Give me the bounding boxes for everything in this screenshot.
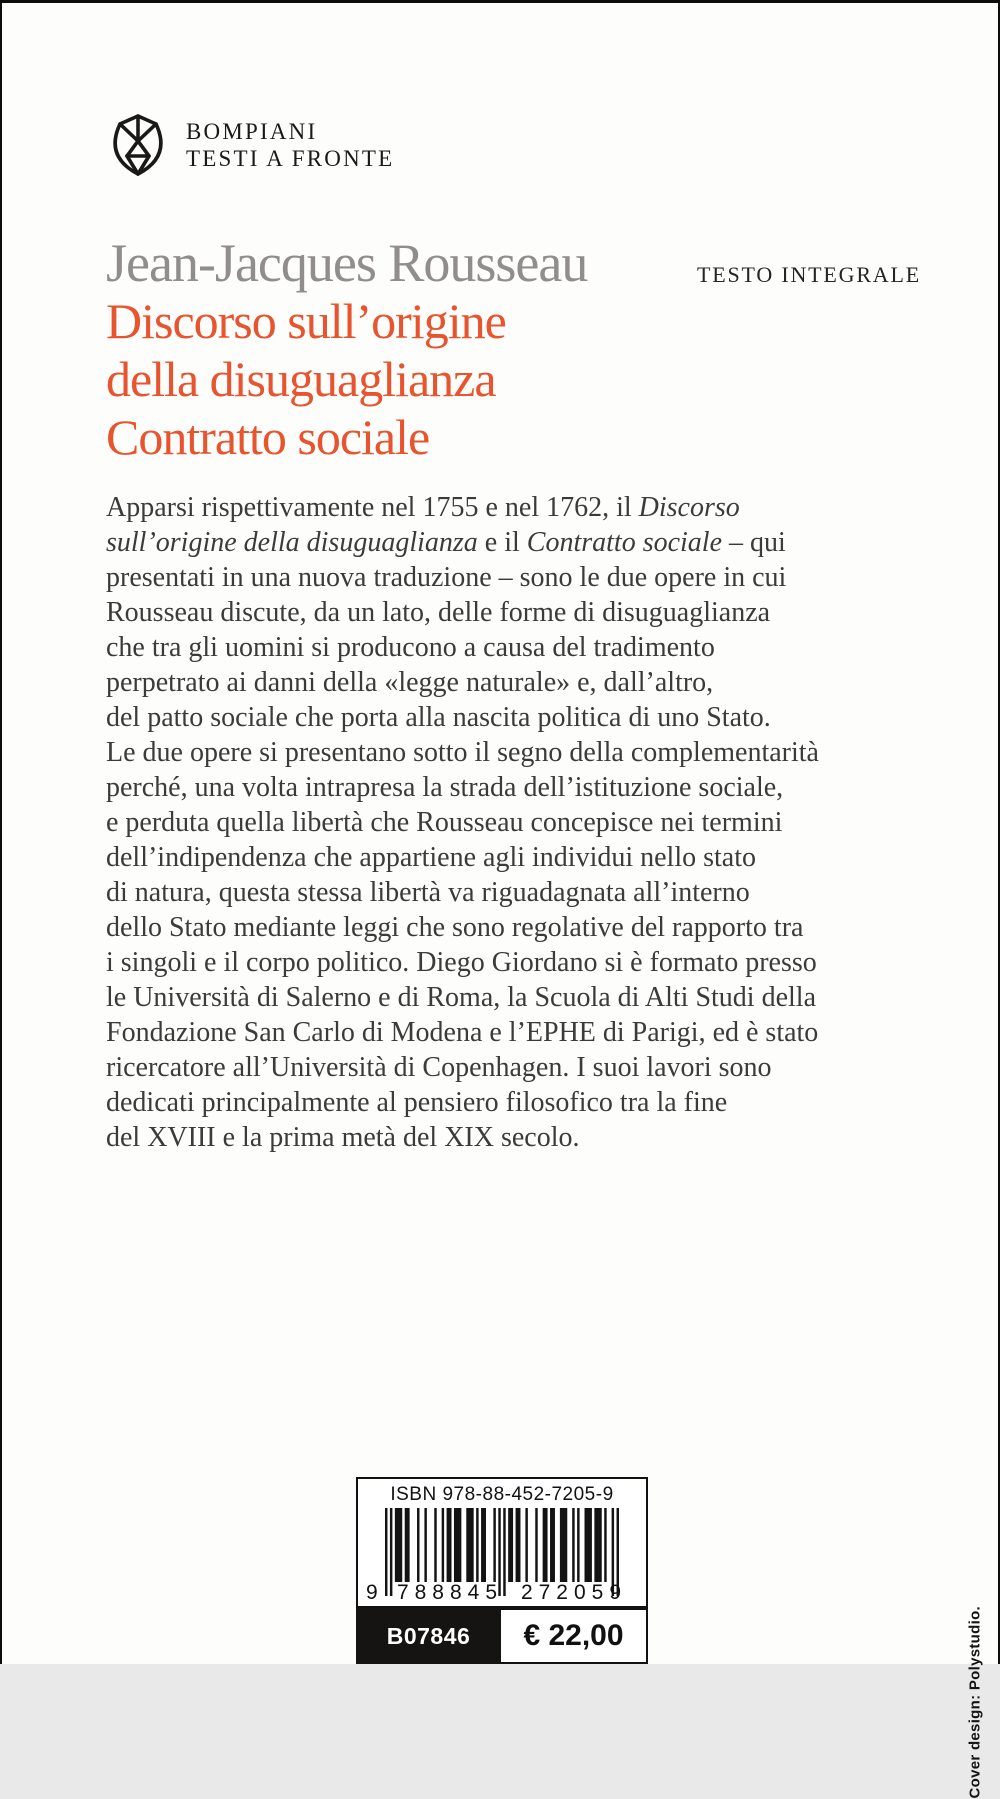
publisher-logo-text — [186, 118, 394, 172]
bompiani-rose-icon — [104, 112, 172, 178]
blurb-line: le Università di Salerno e di Roma, la Scuola di Alti Studi della — [106, 982, 816, 1013]
title-line: della disuguaglianza — [106, 351, 496, 407]
blurb-line: Le due opere si presentano sotto il segno della complementarità — [106, 737, 819, 768]
barcode-digits — [366, 1581, 636, 1605]
blurb-line: e perduta quella libertà che Rousseau concepisce nei termini — [106, 807, 783, 838]
blurb-line: perché, una volta intrapresa la strada dell’istituzione sociale, — [106, 772, 784, 803]
blurb-line: dedicati principalmente al pensiero filosofico tra la fine — [106, 1087, 728, 1118]
blurb-line: i singoli e il corpo politico. Diego Giordano si è formato presso — [106, 947, 817, 978]
edition-note: TESTO INTEGRALE — [697, 262, 921, 287]
blurb-line: sull’origine della disuguaglianza e il Contratto sociale – qui — [106, 527, 786, 558]
blurb-line: Apparsi rispettivamente nel 1755 e nel 1762, il Discorso — [106, 492, 740, 523]
barcode-bottom-row — [356, 1608, 648, 1664]
barcode-digit-lead: 9 — [366, 1581, 378, 1604]
blurb-line: dell’indipendenza che appartiene agli individui nello stato — [106, 842, 757, 873]
publisher-logo-block — [104, 112, 394, 178]
page-edge-top — [0, 0, 1000, 3]
cover-design-credit: Cover design: Polystudio. — [967, 1606, 984, 1799]
title-line: Discorso sull’origine — [106, 293, 506, 349]
barcode-block — [356, 1477, 648, 1664]
blurb-line: del patto sociale che porta alla nascita politica di uno Stato. — [106, 702, 771, 733]
book-title — [106, 292, 506, 466]
publisher-code-badge: B07846 — [356, 1608, 501, 1664]
blurb-line: Fondazione San Carlo di Modena e l’EPHE di Parigi, ed è stato — [106, 1017, 819, 1048]
page-edge-left — [0, 0, 2, 1664]
blurb-line: presentati in una nuova traduzione – sono le due opere in cui — [106, 562, 787, 593]
isbn-label: ISBN 978-88-452-7205-9 — [390, 1484, 614, 1505]
blurb-line: ricercatore all’Università di Copenhagen. I suoi lavori sono — [106, 1052, 772, 1083]
author-name: Jean-Jacques Rousseau — [106, 233, 588, 293]
blurb-line: che tra gli uomini si producono a causa del tradimento — [106, 632, 715, 663]
blurb-line: dello Stato mediante leggi che sono regolative del rapporto tra — [106, 912, 804, 943]
blurb-line: di natura, questa stessa libertà va riguadagnata all’interno — [106, 877, 750, 908]
blurb-line: perpetrato ai danni della «legge naturale» e, dall’altro, — [106, 667, 714, 698]
blurb-line: Rousseau discute, da un lato, delle forme di disuguaglianza — [106, 597, 771, 628]
title-line: Contratto sociale — [106, 409, 430, 465]
price-label: € 22,00 — [501, 1608, 648, 1664]
blurb-line: del XVIII e la prima metà del XIX secolo. — [106, 1122, 580, 1153]
barcode-digit-group: 272059 — [520, 1581, 628, 1604]
isbn-barcode-box — [356, 1477, 648, 1608]
publisher-series: TESTI A FRONTE — [186, 146, 395, 171]
back-cover-blurb — [106, 490, 916, 1155]
publisher-name: BOMPIANI — [186, 119, 318, 144]
barcode-digit-group: 788845 — [396, 1581, 504, 1604]
